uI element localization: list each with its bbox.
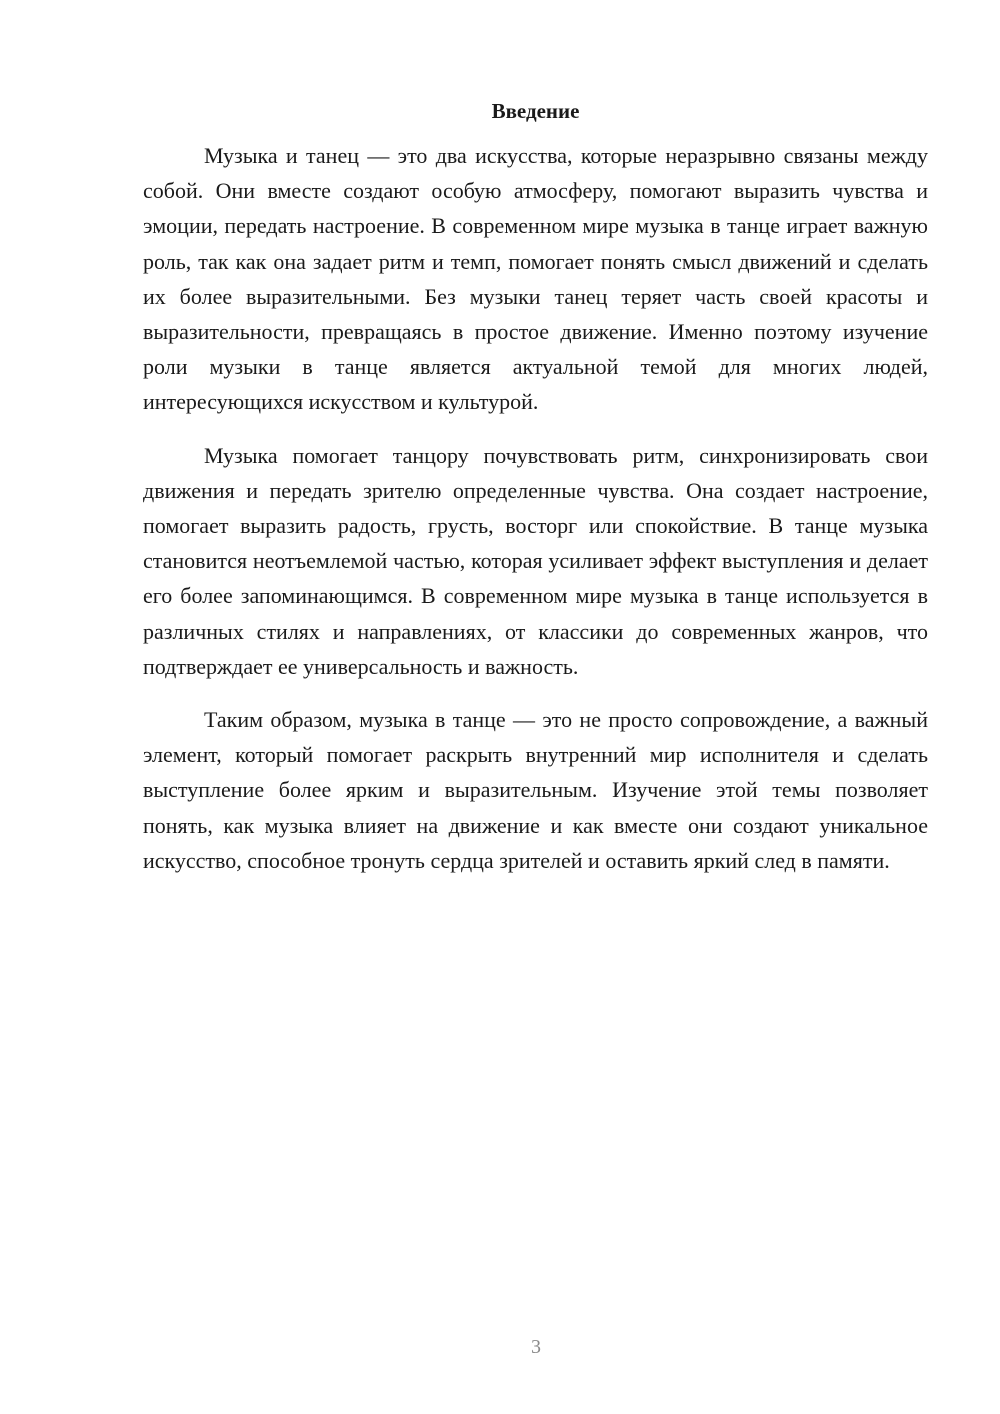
section-heading: Введение [491, 99, 580, 123]
paragraph-1: Музыка и танец — это два искусства, которые неразрывно связаны между собой. Они вместе создают особую атмосферу, помогают выразить чувства и эмоции, передать настроение. В современном мире музыка в танце играет важную роль, так как она задает ритм и темп, помогает понять смысл движений и сделать их более выразительными. Без музыки танец теряет часть своей красоты и выразительности, превращаясь в простое движение. Именно поэтому изучение роли музыки в танце является актуальной темой для многих людей, интересующихся искусством и культурой. [143, 143, 928, 415]
paragraph-2: Музыка помогает танцору почувствовать ритм, синхронизировать свои движения и передать зрителю определенные чувства. Она создает настроение, помогает выразить радость, грусть, восторг или спокойствие. В танце музыка становится неотъемлемой частью, которая усиливает эффект выступления и делает его более запоминающимся. В современном мире музыка в танце используется в различных стилях и направлениях, от классики до современных жанров, что подтверждает ее универсальность и важность. [143, 442, 928, 679]
paragraph-3: Таким образом, музыка в танце — это не просто сопровождение, а важный элемент, который помогает раскрыть внутренний мир исполнителя и сделать выступление более ярким и выразительным. Изучение этой темы позволяет понять, как музыка влияет на движение и как вместе они создают уникальное искусство, способное тронуть сердца зрителей и оставить яркий след в памяти. [143, 707, 928, 873]
page-number: 3 [531, 1336, 541, 1358]
page-content [143, 96, 928, 896]
